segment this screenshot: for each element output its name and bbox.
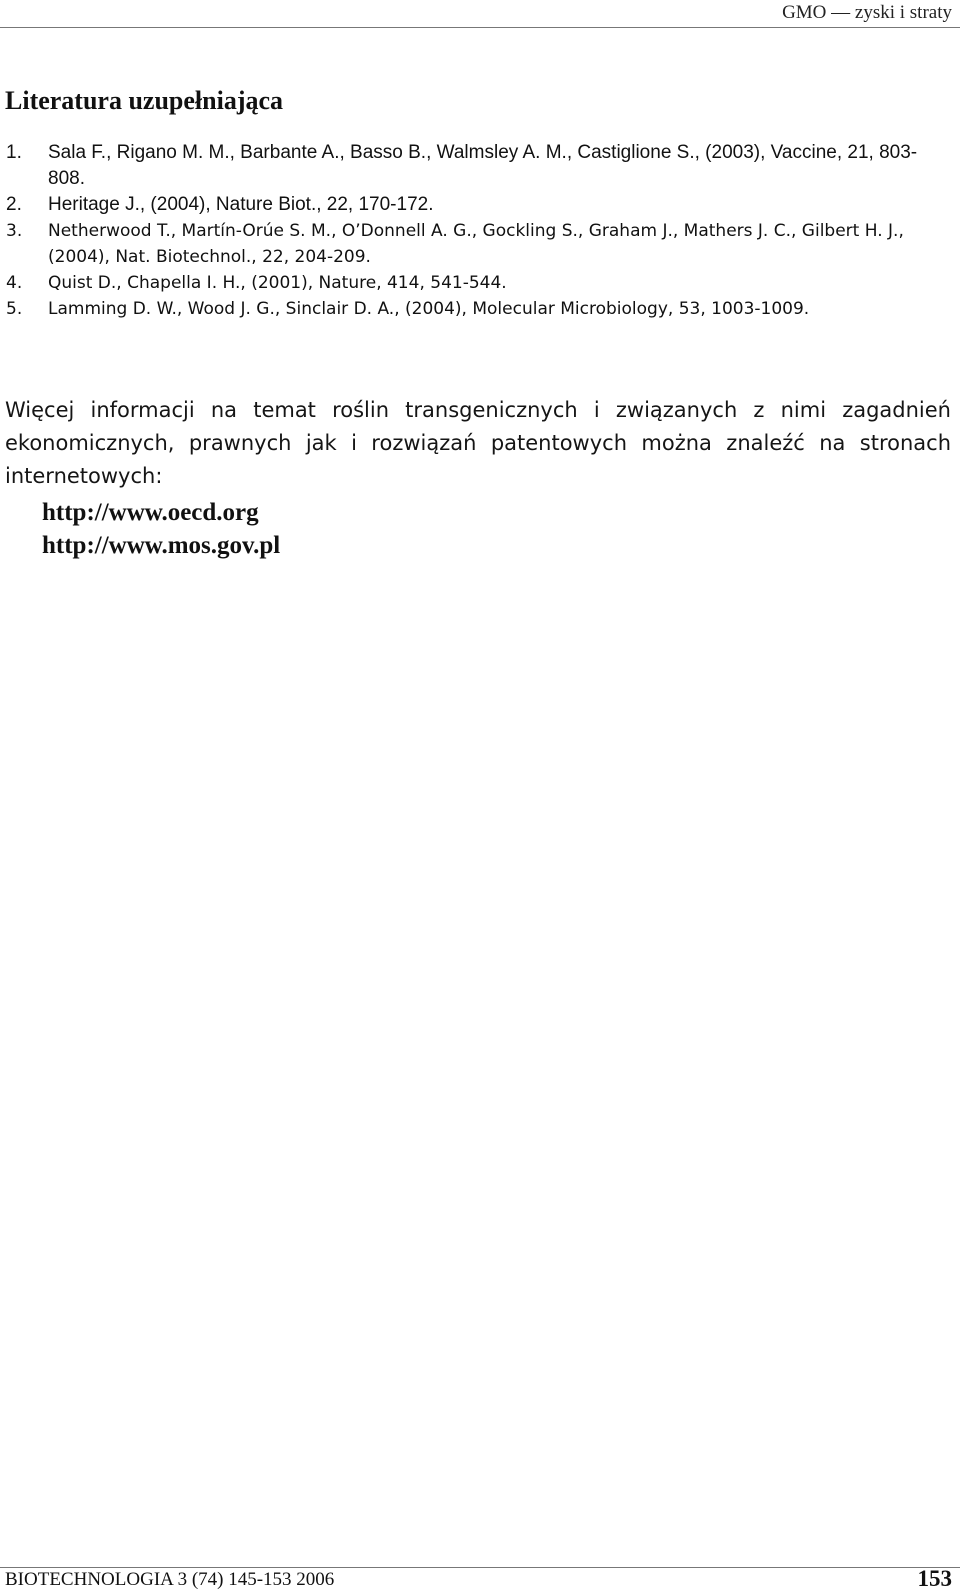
running-header: GMO — zyski i straty	[782, 2, 952, 23]
link-oecd[interactable]: http://www.oecd.org	[42, 499, 259, 526]
reference-text: Quist D., Chapella I. H., (2001), Nature, 414, 541-544.	[48, 273, 507, 293]
reference-text: Sala F., Rigano M. M., Barbante A., Basso B., Walmsley A. M., Castiglione S., (2003), Vaccine, 21, 803-808.	[48, 142, 918, 189]
reference-text: Netherwood T., Martín-Orúe S. M., O’Donnell A. G., Gockling S., Graham J., Mathers J. C., Gilbert H. J., (2004), Nat. Biotechnol., 22, 204-209.	[48, 221, 904, 267]
link-list	[42, 496, 280, 562]
reference-number: 3.	[6, 221, 23, 241]
reference-text: Lamming D. W., Wood J. G., Sinclair D. A., (2004), Molecular Microbiology, 53, 1003-1009.	[48, 299, 810, 319]
reference-number: 2.	[6, 194, 22, 215]
info-paragraph: Więcej informacji na temat roślin transgenicznych i związanych z nimi zagadnień ekonomicznych, prawnych jak i rozwiązań patentowych można znaleźć na stronach internetowych:	[5, 398, 951, 488]
reference-item	[6, 140, 950, 192]
footer-rule	[0, 1567, 960, 1568]
reference-list	[6, 140, 950, 322]
reference-item	[6, 218, 950, 270]
link-mos[interactable]: http://www.mos.gov.pl	[42, 532, 281, 559]
section-title: Literatura uzupełniająca	[5, 86, 284, 115]
reference-item	[6, 296, 950, 322]
reference-number: 1.	[6, 142, 22, 163]
reference-number: 4.	[6, 273, 23, 293]
page-number: 153	[917, 1566, 952, 1591]
reference-text: Heritage J., (2004), Nature Biot., 22, 170-172.	[48, 194, 434, 215]
footer-journal: BIOTECHNOLOGIA 3 (74) 145-153 2006	[5, 1569, 335, 1590]
header-rule	[0, 27, 960, 28]
reference-item	[6, 192, 950, 218]
reference-number: 5.	[6, 299, 23, 319]
reference-item	[6, 270, 950, 296]
